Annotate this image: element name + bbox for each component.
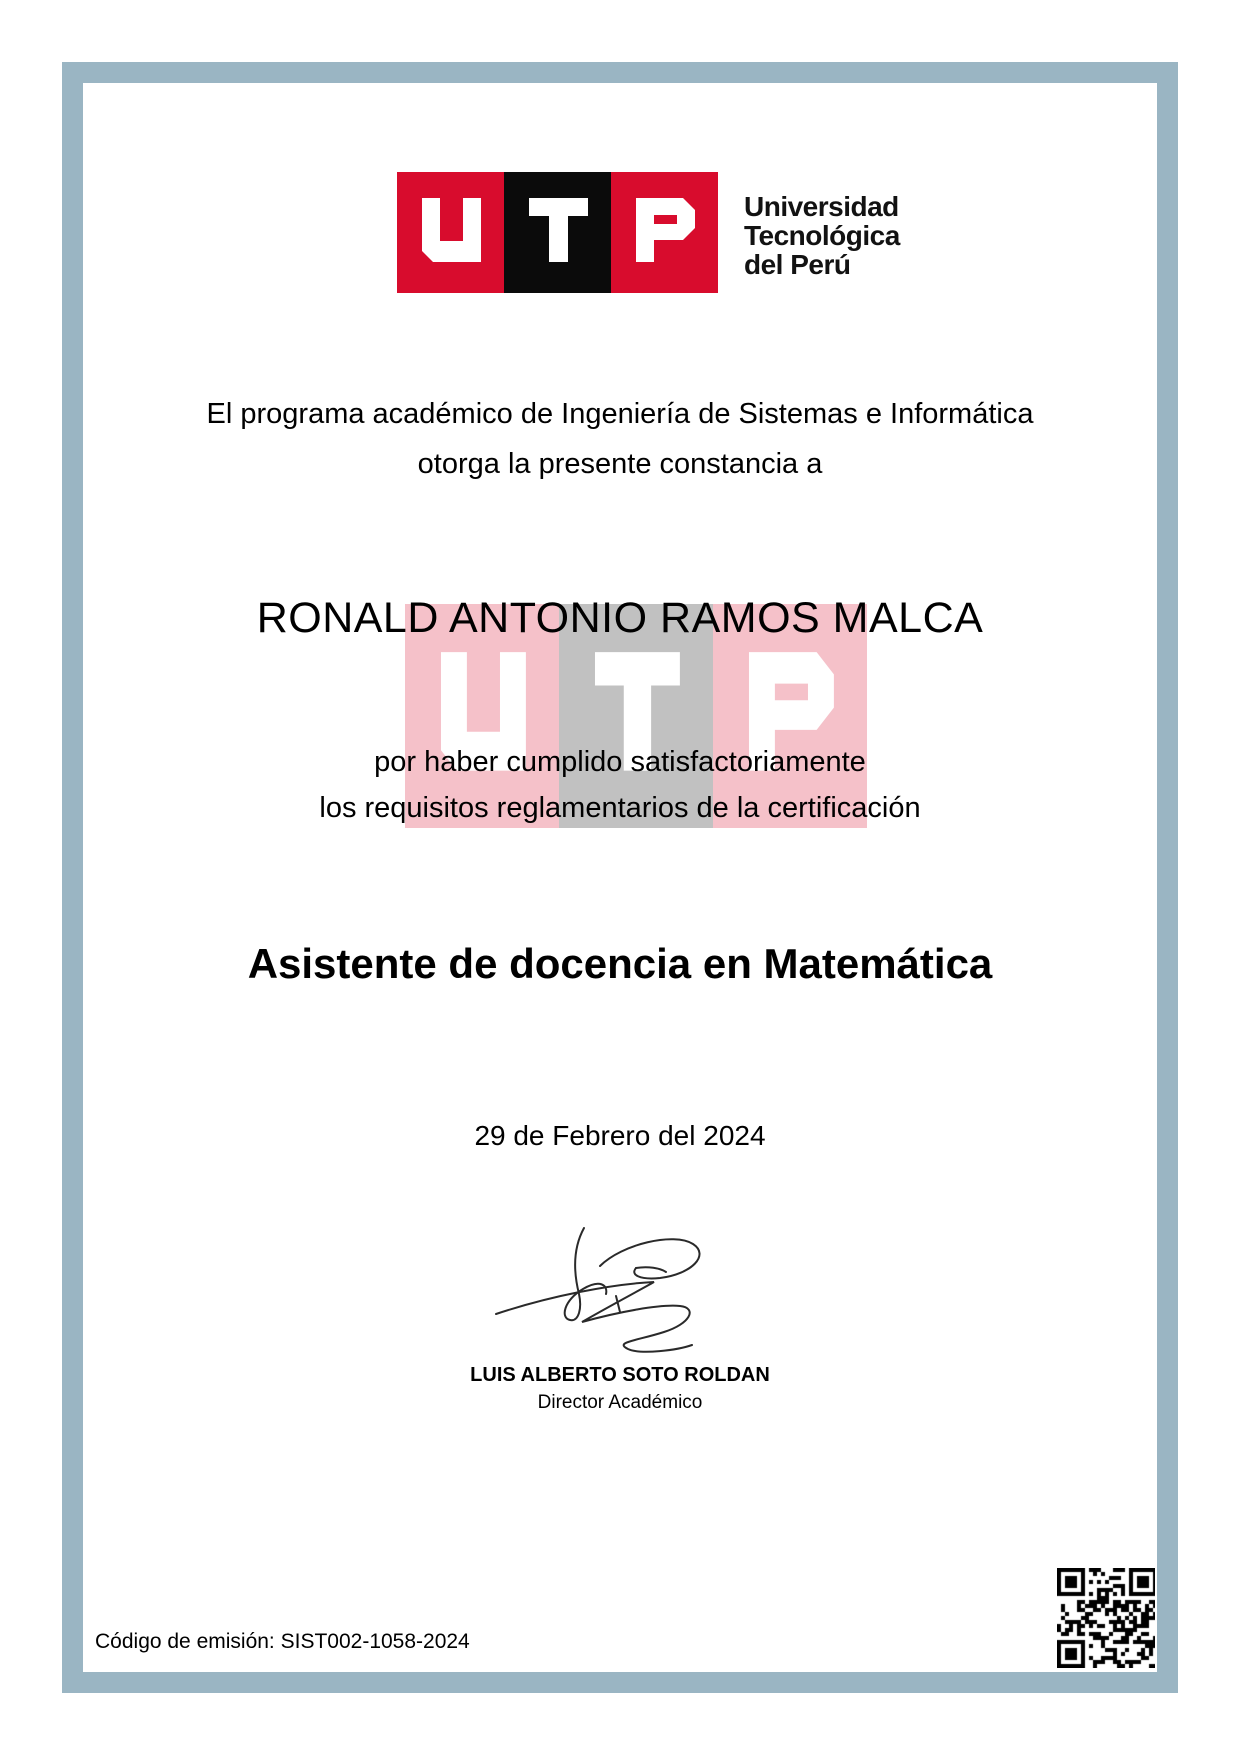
utp-wordmark <box>744 192 900 279</box>
wordmark-line: del Perú <box>744 249 851 280</box>
recipient-name: RONALD ANTONIO RAMOS MALCA <box>256 594 984 642</box>
signer-role: Director Académico <box>537 1392 703 1413</box>
emission-code: Código de emisión: SIST002-1058-2024 <box>95 1630 470 1653</box>
utp-logo-letter-p <box>611 172 718 293</box>
utp-logo-letter-t <box>504 172 611 293</box>
utp-logo-letter-u <box>397 172 504 293</box>
body-line-1: por haber cumplido satisfactoriamente <box>374 746 866 778</box>
qr-code <box>1057 1568 1155 1668</box>
intro-line-2: otorga la presente constancia a <box>417 448 823 480</box>
utp-logo-blocks <box>397 172 718 293</box>
issue-date: 29 de Febrero del 2024 <box>474 1120 766 1151</box>
utp-logo <box>397 172 900 293</box>
certificate-border-frame <box>62 62 1178 1693</box>
body-line-2: los requisitos reglamentarios de la certificación <box>319 792 921 824</box>
signature-image <box>488 1222 748 1367</box>
wordmark-line: Universidad <box>744 191 899 222</box>
certification-title: Asistente de docencia en Matemática <box>247 940 993 987</box>
signer-name: LUIS ALBERTO SOTO ROLDAN <box>470 1364 770 1386</box>
intro-line-1: El programa académico de Ingeniería de Sistemas e Informática <box>206 398 1034 430</box>
wordmark-line: Tecnológica <box>744 220 900 251</box>
